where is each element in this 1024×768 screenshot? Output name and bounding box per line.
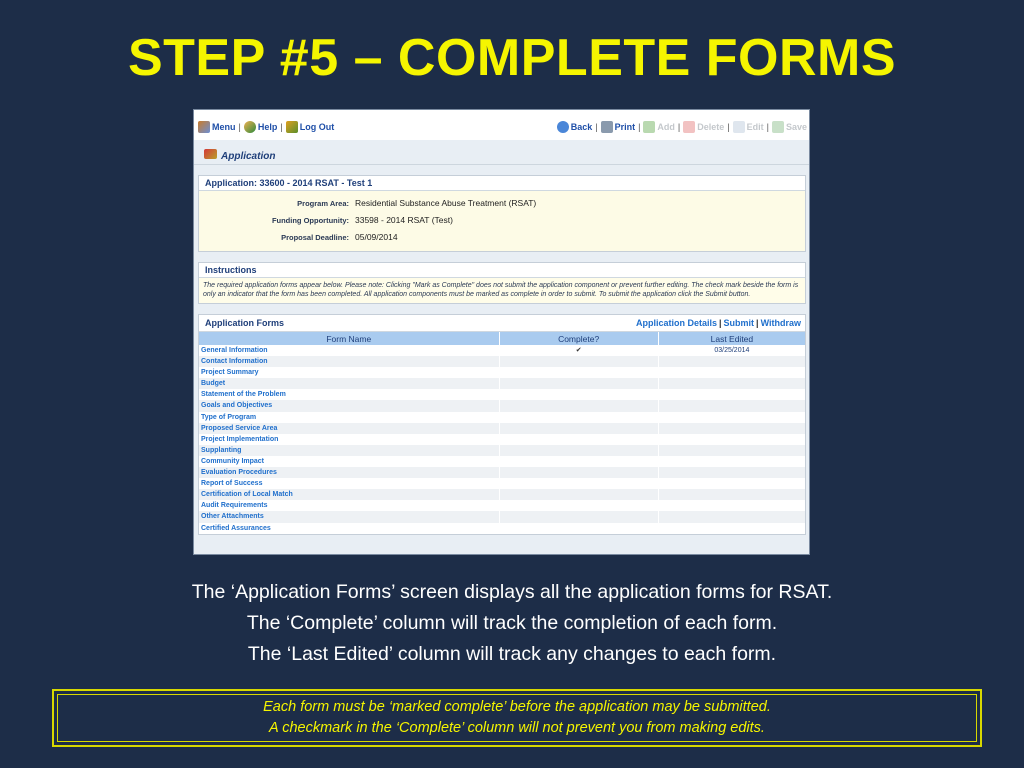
save-label: Save	[785, 122, 807, 132]
complete-checkmark	[500, 356, 659, 367]
instructions-text: The required application forms appear below. Please note: Clicking "Mark as Complete" does not submit the application component or prevent further editing. The check mark beside the form is only an indicator that the form has been completed. All application components must be marked as complete in order to submit. To submit the application click the Submit button.	[199, 278, 805, 303]
form-name-link[interactable]: Goals and Objectives	[199, 400, 500, 411]
delete-button[interactable]	[683, 121, 724, 133]
complete-checkmark	[500, 445, 659, 456]
form-name-link[interactable]: Supplanting	[199, 445, 500, 456]
menu-link[interactable]	[198, 121, 236, 133]
complete-checkmark	[500, 434, 659, 445]
print-button[interactable]	[601, 121, 636, 133]
link-separator: |	[756, 318, 759, 328]
table-row	[199, 423, 805, 434]
table-row	[199, 345, 805, 356]
complete-checkmark	[500, 378, 659, 389]
form-name-link[interactable]: Certified Assurances	[199, 523, 500, 534]
complete-checkmark	[500, 500, 659, 511]
last-edited-date	[659, 489, 805, 500]
delete-icon	[683, 121, 695, 133]
toolbar-separator: |	[238, 122, 241, 132]
delete-label: Delete	[697, 122, 725, 132]
help-link[interactable]	[244, 121, 278, 133]
field-label: Funding Opportunity:	[271, 216, 349, 225]
slide-caption	[0, 577, 1024, 670]
toolbar-separator: |	[766, 122, 769, 132]
table-row	[199, 511, 805, 522]
field-row	[199, 212, 805, 229]
application-icon	[204, 149, 217, 159]
toolbar-separator: |	[727, 122, 730, 132]
back-button[interactable]	[557, 121, 593, 133]
add-button[interactable]	[643, 121, 675, 133]
edit-button[interactable]	[733, 121, 764, 133]
page-title: Application	[221, 151, 276, 162]
form-name-link[interactable]: Project Implementation	[199, 434, 500, 445]
complete-checkmark	[500, 456, 659, 467]
column-complete: Complete?	[500, 332, 659, 345]
withdraw-link[interactable]: Withdraw	[760, 318, 801, 328]
table-row	[199, 456, 805, 467]
complete-checkmark	[500, 511, 659, 522]
last-edited-date	[659, 523, 805, 534]
table-row	[199, 400, 805, 411]
logout-label: Log Out	[299, 122, 335, 132]
table-row	[199, 367, 805, 378]
last-edited-date	[659, 478, 805, 489]
help-label: Help	[257, 122, 278, 132]
complete-checkmark	[500, 400, 659, 411]
field-value: 05/09/2014	[355, 232, 398, 242]
slide-title: STEP #5 – COMPLETE FORMS	[127, 29, 897, 87]
toolbar-separator: |	[638, 122, 641, 132]
last-edited-date	[659, 500, 805, 511]
page-header	[194, 140, 809, 165]
last-edited-date	[659, 423, 805, 434]
last-edited-date	[659, 400, 805, 411]
table-row	[199, 478, 805, 489]
table-row	[199, 356, 805, 367]
toolbar-right	[557, 121, 807, 133]
complete-checkmark	[500, 367, 659, 378]
last-edited-date	[659, 434, 805, 445]
complete-checkmark	[500, 423, 659, 434]
last-edited-date	[659, 367, 805, 378]
note-line: Each form must be ‘marked complete’ before the application may be submitted.	[263, 699, 771, 715]
complete-checkmark	[500, 489, 659, 500]
page-body	[194, 165, 809, 555]
forms-header	[199, 315, 805, 332]
back-label: Back	[570, 122, 593, 132]
form-name-link[interactable]: Audit Requirements	[199, 500, 500, 511]
app-screenshot	[193, 109, 810, 555]
form-name-link[interactable]: Community Impact	[199, 456, 500, 467]
table-row	[199, 489, 805, 500]
edit-label: Edit	[746, 122, 764, 132]
form-name-link[interactable]: Report of Success	[199, 478, 500, 489]
print-label: Print	[614, 122, 636, 132]
application-panel	[198, 175, 806, 252]
field-value: Residential Substance Abuse Treatment (RSAT)	[355, 198, 537, 208]
instructions-panel	[198, 262, 806, 304]
table-row	[199, 445, 805, 456]
column-last-edited: Last Edited	[659, 332, 805, 345]
application-fields	[199, 191, 805, 251]
table-row	[199, 389, 805, 400]
toolbar	[194, 110, 809, 140]
add-icon	[643, 121, 655, 133]
field-label: Program Area:	[297, 199, 349, 208]
form-name-link[interactable]: Certification of Local Match	[199, 489, 500, 500]
print-icon	[601, 121, 613, 133]
form-name-link[interactable]: Project Summary	[199, 367, 500, 378]
last-edited-date	[659, 378, 805, 389]
table-row	[199, 412, 805, 423]
note-box	[52, 689, 982, 747]
save-icon	[772, 121, 784, 133]
form-name-link[interactable]: Proposed Service Area	[199, 423, 500, 434]
instructions-header: Instructions	[199, 263, 805, 278]
caption-line: The ‘Last Edited’ column will track any changes to each form.	[247, 643, 777, 665]
form-name-link[interactable]: Budget	[199, 378, 500, 389]
field-row	[199, 229, 805, 246]
field-label: Proposal Deadline:	[281, 233, 349, 242]
forms-panel	[198, 314, 806, 535]
table-row	[199, 434, 805, 445]
note-line: A checkmark in the ‘Complete’ column will not prevent you from making edits.	[269, 720, 765, 736]
table-row	[199, 500, 805, 511]
table-row	[199, 467, 805, 478]
form-name-link[interactable]: Contact Information	[199, 356, 500, 367]
last-edited-date	[659, 356, 805, 367]
last-edited-date: 03/25/2014	[714, 347, 750, 354]
back-icon	[557, 121, 569, 133]
last-edited-date	[659, 456, 805, 467]
last-edited-date	[659, 412, 805, 423]
table-row	[199, 523, 805, 534]
caption-line: The ‘Application Forms’ screen displays all the application forms for RSAT.	[191, 581, 833, 603]
toolbar-separator: |	[677, 122, 681, 132]
save-button[interactable]	[772, 121, 807, 133]
column-form-name: Form Name	[199, 332, 500, 345]
complete-checkmark	[500, 523, 659, 534]
field-row	[199, 195, 805, 212]
toolbar-left	[198, 121, 334, 133]
edit-icon	[733, 121, 745, 133]
field-value: 33598 - 2014 RSAT (Test)	[355, 215, 453, 225]
complete-checkmark	[500, 467, 659, 478]
table-row	[199, 378, 805, 389]
toolbar-separator: |	[595, 122, 598, 132]
complete-checkmark	[500, 478, 659, 489]
form-name-link[interactable]: Statement of the Problem	[199, 389, 500, 400]
caption-line: The ‘Complete’ column will track the completion of each form.	[246, 612, 778, 634]
logout-link[interactable]	[286, 121, 335, 133]
help-icon	[244, 121, 256, 133]
application-header: Application: 33600 - 2014 RSAT - Test 1	[199, 176, 805, 191]
last-edited-date	[659, 445, 805, 456]
last-edited-date	[659, 511, 805, 522]
menu-label: Menu	[212, 122, 236, 132]
forms-column-headers	[199, 332, 805, 345]
application-details-link[interactable]: Application Details	[636, 318, 718, 328]
logout-icon	[286, 121, 298, 133]
form-name-link[interactable]: Evaluation Procedures	[199, 467, 500, 478]
add-label: Add	[657, 122, 675, 132]
toolbar-separator: |	[280, 122, 283, 132]
complete-checkmark: ✔	[500, 345, 659, 356]
forms-title: Application Forms	[205, 318, 285, 328]
complete-checkmark	[500, 412, 659, 423]
form-name-link[interactable]: General Information	[199, 345, 500, 356]
forms-links	[636, 315, 801, 332]
last-edited-date	[659, 467, 805, 478]
form-name-link[interactable]: Type of Program	[199, 412, 500, 423]
complete-checkmark	[500, 389, 659, 400]
menu-icon	[198, 121, 210, 133]
forms-table-body	[199, 345, 805, 534]
last-edited-date	[659, 389, 805, 400]
link-separator: |	[719, 318, 722, 328]
form-name-link[interactable]: Other Attachments	[199, 511, 500, 522]
submit-link[interactable]: Submit	[723, 318, 755, 328]
